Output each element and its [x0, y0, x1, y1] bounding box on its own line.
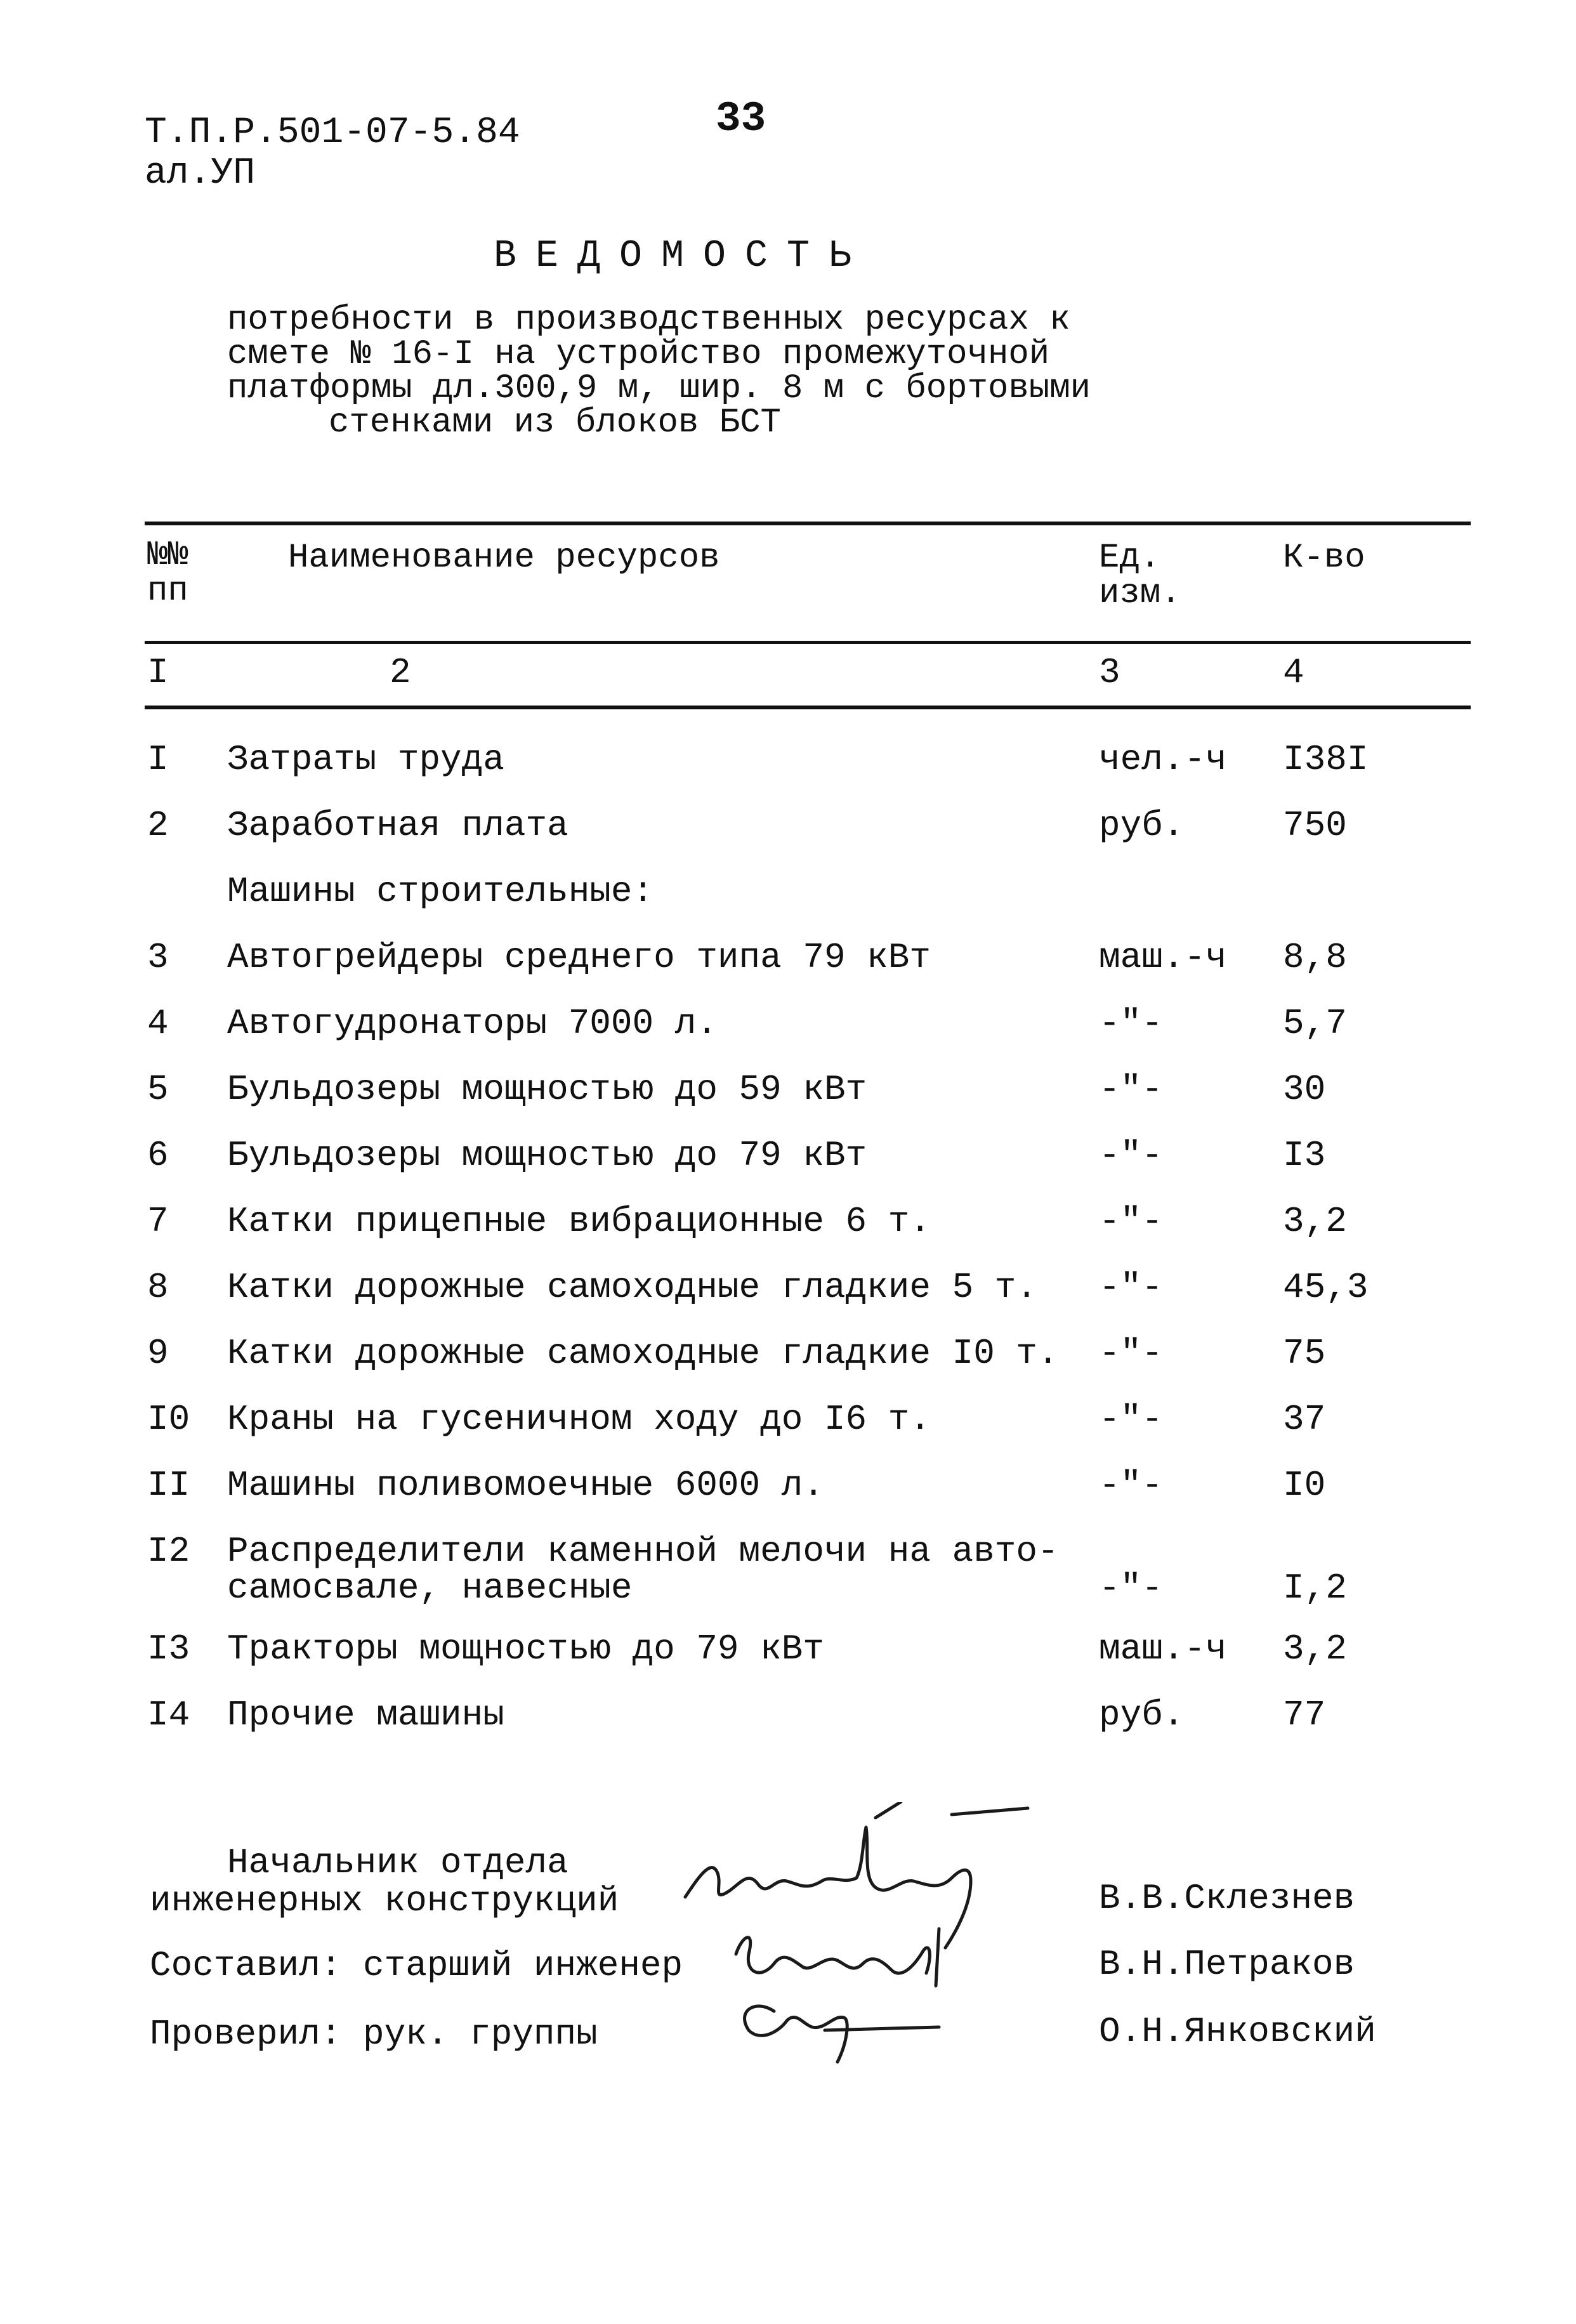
row-qty: 45,3 [1283, 1267, 1369, 1308]
table-colnum-rule [145, 706, 1471, 709]
header-unit [1099, 541, 1181, 612]
row-qty: I,2 [1283, 1568, 1347, 1608]
row-name: Прочие машины [227, 1695, 504, 1735]
row-unit: -"- [1099, 1568, 1163, 1608]
header-num-line2: пп [147, 572, 188, 610]
table-top-rule [145, 522, 1471, 525]
row-number: 4 [147, 1003, 169, 1044]
row-unit: -"- [1099, 1135, 1163, 1176]
row-unit: -"- [1099, 1003, 1163, 1044]
row-name: Машины поливомоечные 6000 л. [227, 1465, 824, 1506]
row-name: Заработная плата [227, 805, 568, 846]
signature-role-1-line2: инженерных конструкций [150, 1881, 619, 1921]
row-name: Бульдозеры мощностью до 59 кВт [227, 1069, 867, 1110]
signature-role-3: Проверил: рук. группы [150, 2014, 598, 2054]
row-qty: 37 [1283, 1399, 1326, 1440]
row-name-line2: самосвале, навесные [227, 1568, 633, 1608]
row-name: Машины строительные: [227, 871, 654, 912]
row-qty: 8,8 [1283, 937, 1347, 978]
row-name: Краны на гусеничном ходу до I6 т. [227, 1399, 931, 1440]
document-code [145, 113, 520, 194]
row-name: Затраты труда [227, 739, 504, 780]
signature-role-2: Составил: старший инженер [150, 1945, 683, 1986]
column-number-4: 4 [1283, 652, 1304, 693]
row-unit: -"- [1099, 1399, 1163, 1440]
subtitle-line1: потребности в производственных ресурсах к [227, 301, 1070, 339]
row-qty: 750 [1283, 805, 1347, 846]
document-code-line1: Т.П.Р.501-07-5.84 [145, 112, 520, 154]
row-number: II [147, 1465, 190, 1506]
page-title: ВЕДОМОСТЬ [494, 235, 871, 278]
header-num-line1: №№ [147, 536, 188, 575]
row-unit: -"- [1099, 1333, 1163, 1374]
header-unit-line2: изм. [1099, 574, 1181, 613]
signature-stroke-3 [745, 2006, 939, 2062]
row-name: Катки дорожные самоходные гладкие I0 т. [227, 1333, 1059, 1374]
column-number-1: I [147, 652, 169, 693]
signature-name-1: В.В.Склезнев [1099, 1878, 1355, 1919]
table-row [0, 1533, 1576, 1609]
row-unit: -"- [1099, 1267, 1163, 1308]
row-number: 2 [147, 805, 169, 846]
row-number: 6 [147, 1135, 169, 1176]
row-number: 5 [147, 1069, 169, 1110]
signature-stroke-2 [736, 1938, 929, 1974]
row-name: Тракторы мощностью до 79 кВт [227, 1629, 824, 1669]
document-code-line2: ал.УП [145, 153, 256, 194]
page-number: 33 [716, 95, 766, 143]
row-unit: маш.-ч [1099, 937, 1227, 978]
column-number-2: 2 [390, 652, 411, 693]
row-name: Катки прицепные вибрационные 6 т. [227, 1201, 931, 1242]
row-qty: 3,2 [1283, 1629, 1347, 1669]
row-number: I4 [147, 1695, 190, 1735]
signature-stroke-1 [685, 1827, 971, 1948]
row-number: I [147, 739, 169, 780]
signature-role-1 [150, 1842, 619, 1921]
handwritten-signatures [673, 1802, 1066, 2068]
row-qty: I0 [1283, 1465, 1326, 1506]
signature-name-2: В.Н.Петраков [1099, 1944, 1355, 1985]
row-unit: чел.-ч [1099, 739, 1227, 780]
row-name: Автогудронаторы 7000 л. [227, 1003, 718, 1044]
page-subtitle [227, 303, 1091, 440]
signature-stroke-1c [952, 1808, 1028, 1815]
row-unit: -"- [1099, 1201, 1163, 1242]
row-name [227, 1533, 1059, 1606]
row-number: 3 [147, 937, 169, 978]
subtitle-line2: смете № 16-I на устройство промежуточной [227, 335, 1050, 374]
row-unit: маш.-ч [1099, 1629, 1227, 1669]
signature-role-1-line1: Начальник отдела [227, 1842, 568, 1883]
table-header-rule [145, 641, 1471, 644]
row-number: I3 [147, 1629, 190, 1669]
header-name: Наименование ресурсов [288, 539, 720, 577]
row-qty: I3 [1283, 1135, 1326, 1176]
subtitle-line4: стенками из блоков БСТ [329, 404, 781, 442]
row-unit: -"- [1099, 1069, 1163, 1110]
header-num [147, 538, 188, 609]
header-qty: К-во [1283, 539, 1365, 577]
row-qty: I38I [1283, 739, 1369, 780]
row-number: 8 [147, 1267, 169, 1308]
signature-name-3: О.Н.Янковский [1099, 2011, 1376, 2052]
row-unit: -"- [1099, 1465, 1163, 1506]
row-unit: руб. [1099, 1695, 1185, 1735]
row-unit: руб. [1099, 805, 1185, 846]
row-name: Катки дорожные самоходные гладкие 5 т. [227, 1267, 1038, 1308]
row-qty: 30 [1283, 1069, 1326, 1110]
row-qty: 5,7 [1283, 1003, 1347, 1044]
row-qty: 3,2 [1283, 1201, 1347, 1242]
row-number: I2 [147, 1531, 190, 1572]
subtitle-line3: платформы дл.300,9 м, шир. 8 м с бортовыми [227, 369, 1091, 408]
row-name: Автогрейдеры среднего типа 79 кВт [227, 937, 931, 978]
row-name: Бульдозеры мощностью до 79 кВт [227, 1135, 867, 1176]
row-number: 9 [147, 1333, 169, 1374]
row-number: I0 [147, 1399, 190, 1440]
header-unit-line1: Ед. [1099, 539, 1161, 577]
row-qty: 77 [1283, 1695, 1326, 1735]
column-number-3: 3 [1099, 652, 1120, 693]
row-number: 7 [147, 1201, 169, 1242]
signature-stroke-2b [936, 1929, 939, 1986]
signature-stroke-1b [876, 1802, 901, 1818]
row-qty: 75 [1283, 1333, 1326, 1374]
row-name-line1: Распределители каменной мелочи на авто- [227, 1531, 1059, 1572]
